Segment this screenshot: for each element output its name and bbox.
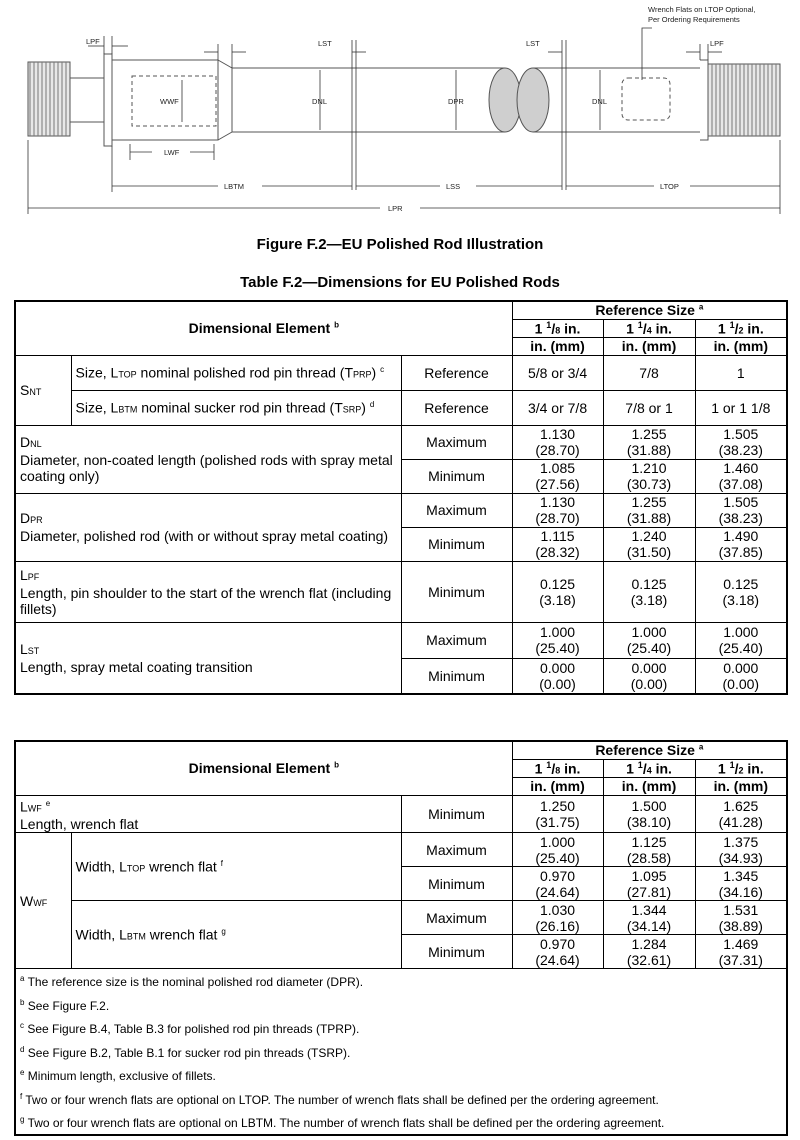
wwf-ltop-max-label: Maximum (401, 833, 512, 867)
break-left (489, 68, 521, 132)
polished-rod-illustration (0, 0, 800, 222)
wwf-ltop-max-1: 1.000 (25.40) (512, 833, 603, 867)
wwf-ltop-desc: Width, LTOP wrench flat $^f$ (71, 833, 401, 901)
header-size-2: 1 $^1$/4 in. (603, 319, 695, 337)
dpr-max-3: 1.505 (38.23) (695, 493, 787, 527)
lst-min-1: 0.000 (0.00) (512, 658, 603, 694)
header-unit-1: in. (mm) (512, 337, 603, 355)
rod-body-right (533, 68, 700, 132)
lpf-min-1: 0.125 (3.18) (512, 561, 603, 622)
wwf-lbtm-min-3: 1.469 (37.31) (695, 935, 787, 969)
snt-ltop-type: Reference (401, 355, 512, 390)
header-unit-3: in. (mm) (695, 777, 787, 795)
snt-ltop-desc: Size, LTOP nominal polished rod pin thread (TPRP) $^c$ (71, 355, 401, 390)
header-unit-2: in. (mm) (603, 777, 695, 795)
label-lss: LSS (446, 182, 461, 191)
left-neck (70, 78, 104, 122)
lpf-min-3: 0.125 (3.18) (695, 561, 787, 622)
dnl-min-2: 1.210 (30.73) (603, 459, 695, 493)
header-size-1: 1 $^1$/8 in. (512, 759, 603, 777)
upset-transition (218, 60, 232, 140)
header-size-2: 1 $^1$/4 in. (603, 759, 695, 777)
footnote-f: $^f$ Two or four wrench flats are optional on LTOP. The number of wrench flats shall be defined per the ordering agreement. (20, 1091, 659, 1107)
dpr-min-2: 1.240 (31.50) (603, 527, 695, 561)
lst-min-2: 0.000 (0.00) (603, 658, 695, 694)
wwf-lbtm-max-label: Maximum (401, 901, 512, 935)
wwf-lbtm-desc: Width, LBTM wrench flat $^g$ (71, 901, 401, 969)
lwf-min-2: 1.500 (38.10) (603, 795, 695, 833)
wwf-symbol: WWF (15, 833, 71, 969)
header-unit-3: in. (mm) (695, 337, 787, 355)
label-lst-left: LST (318, 39, 332, 48)
wwf-ltop-min-label: Minimum (401, 867, 512, 901)
wwf-ltop-max-2: 1.125 (28.58) (603, 833, 695, 867)
wwf-ltop-min-3: 1.345 (34.16) (695, 867, 787, 901)
label-dnl-left: DNL (312, 97, 328, 106)
wwf-lbtm-min-2: 1.284 (32.61) (603, 935, 695, 969)
header-unit-1: in. (mm) (512, 777, 603, 795)
label-wwf: WWF (160, 97, 179, 106)
callout-text-1: Wrench Flats on LTOP Optional, (648, 5, 756, 14)
lst-max-1: 1.000 (25.40) (512, 622, 603, 658)
lpf-element: LPF Length, pin shoulder to the start of the wrench flat (including fillets) (15, 561, 401, 622)
wwf-lbtm-max-3: 1.531 (38.89) (695, 901, 787, 935)
label-dnl-right: DNL (592, 97, 608, 106)
dnl-min-label: Minimum (401, 459, 512, 493)
lpf-min-2: 0.125 (3.18) (603, 561, 695, 622)
lst-min-3: 0.000 (0.00) (695, 658, 787, 694)
snt-symbol: SNT (15, 355, 71, 425)
lwf-min-1: 1.250 (31.75) (512, 795, 603, 833)
wwf-lbtm-max-1: 1.030 (26.16) (512, 901, 603, 935)
dnl-max-label: Maximum (401, 425, 512, 459)
footnote-b: $^b$ See Figure F.2. (20, 997, 110, 1013)
header-size-1: 1 $^1$/8 in. (512, 319, 603, 337)
label-ltop: LTOP (660, 182, 679, 191)
wwf-ltop-min-2: 1.095 (27.81) (603, 867, 695, 901)
dpr-min-3: 1.490 (37.85) (695, 527, 787, 561)
wwf-lbtm-min-label: Minimum (401, 935, 512, 969)
wwf-ltop-max-3: 1.375 (34.93) (695, 833, 787, 867)
lwf-min-3: 1.625 (41.28) (695, 795, 787, 833)
snt-lbtm-v3: 1 or 1 1/8 (695, 390, 787, 425)
label-lbtm: LBTM (224, 182, 245, 191)
dpr-max-label: Maximum (401, 493, 512, 527)
dpr-min-1: 1.115 (28.32) (512, 527, 603, 561)
dnl-min-3: 1.460 (37.08) (695, 459, 787, 493)
right-shoulder (700, 60, 708, 140)
dimensions-table-2 (14, 740, 788, 1136)
dimensions-table-1 (14, 300, 788, 695)
lwf-min-label: Minimum (401, 795, 512, 833)
snt-lbtm-v2: 7/8 or 1 (603, 390, 695, 425)
header-reference-size: Reference Size $^a$ (512, 741, 787, 759)
label-dpr: DPR (448, 97, 464, 106)
left-shoulder (104, 54, 112, 146)
lst-max-3: 1.000 (25.40) (695, 622, 787, 658)
snt-lbtm-type: Reference (401, 390, 512, 425)
label-lwf: LWF (164, 148, 180, 157)
header-size-3: 1 $^1$/2 in. (695, 759, 787, 777)
wwf-lbtm-min-1: 0.970 (24.64) (512, 935, 603, 969)
header-unit-2: in. (mm) (603, 337, 695, 355)
lst-min-label: Minimum (401, 658, 512, 694)
header-size-3: 1 $^1$/2 in. (695, 319, 787, 337)
snt-ltop-v1: 5/8 or 3/4 (512, 355, 603, 390)
dnl-element: DNL Diameter, non-coated length (polished rods with spray metal coating only) (15, 425, 401, 493)
dpr-min-label: Minimum (401, 527, 512, 561)
label-lpf-left: LPF (86, 37, 100, 46)
dnl-min-1: 1.085 (27.56) (512, 459, 603, 493)
label-lpf-right: LPF (710, 39, 724, 48)
dpr-element: DPR Diameter, polished rod (with or without spray metal coating) (15, 493, 401, 561)
lst-element: LST Length, spray metal coating transition (15, 622, 401, 694)
dnl-max-3: 1.505 (38.23) (695, 425, 787, 459)
header-reference-size: Reference Size $^a$ (512, 301, 787, 319)
wwf-ltop-min-1: 0.970 (24.64) (512, 867, 603, 901)
footnote-g: $^g$ Two or four wrench flats are optional on LBTM. The number of wrench flats shall be defined per the ordering agreement. (20, 1115, 665, 1131)
dnl-max-2: 1.255 (31.88) (603, 425, 695, 459)
footnote-e: $^e$ Minimum length, exclusive of fillets. (20, 1068, 216, 1084)
table-footnotes (15, 969, 787, 1135)
label-lst-right: LST (526, 39, 540, 48)
lpf-min-label: Minimum (401, 561, 512, 622)
header-dimensional-element: Dimensional Element $^b$ (15, 301, 512, 355)
callout-text-2: Per Ordering Requirements (648, 15, 740, 24)
footnote-c: $^c$ See Figure B.4, Table B.3 for polished rod pin threads (TPRP). (20, 1021, 360, 1037)
snt-lbtm-desc: Size, LBTM nominal sucker rod pin thread (TSRP) $^d$ (71, 390, 401, 425)
dnl-max-1: 1.130 (28.70) (512, 425, 603, 459)
right-wrench-flat (622, 78, 670, 120)
footnote-a: $^a$ The reference size is the nominal polished rod diameter (DPR). (20, 974, 364, 990)
break-right (517, 68, 549, 132)
footnote-d: $^d$ See Figure B.2, Table B.1 for sucker rod pin threads (TSRP). (20, 1044, 351, 1060)
lst-max-label: Maximum (401, 622, 512, 658)
snt-lbtm-v1: 3/4 or 7/8 (512, 390, 603, 425)
rod-body-left (232, 68, 505, 132)
wwf-lbtm-max-2: 1.344 (34.14) (603, 901, 695, 935)
dpr-max-1: 1.130 (28.70) (512, 493, 603, 527)
dpr-max-2: 1.255 (31.88) (603, 493, 695, 527)
lst-max-2: 1.000 (25.40) (603, 622, 695, 658)
lwf-element: LWF $^e$ Length, wrench flat (15, 795, 401, 833)
header-dimensional-element: Dimensional Element $^b$ (15, 741, 512, 795)
snt-ltop-v3: 1 (695, 355, 787, 390)
figure-caption: Figure F.2—EU Polished Rod Illustration (256, 236, 544, 253)
snt-ltop-v2: 7/8 (603, 355, 695, 390)
table-caption: Table F.2—Dimensions for EU Polished Rods (240, 274, 560, 291)
label-lpr: LPR (388, 204, 403, 213)
